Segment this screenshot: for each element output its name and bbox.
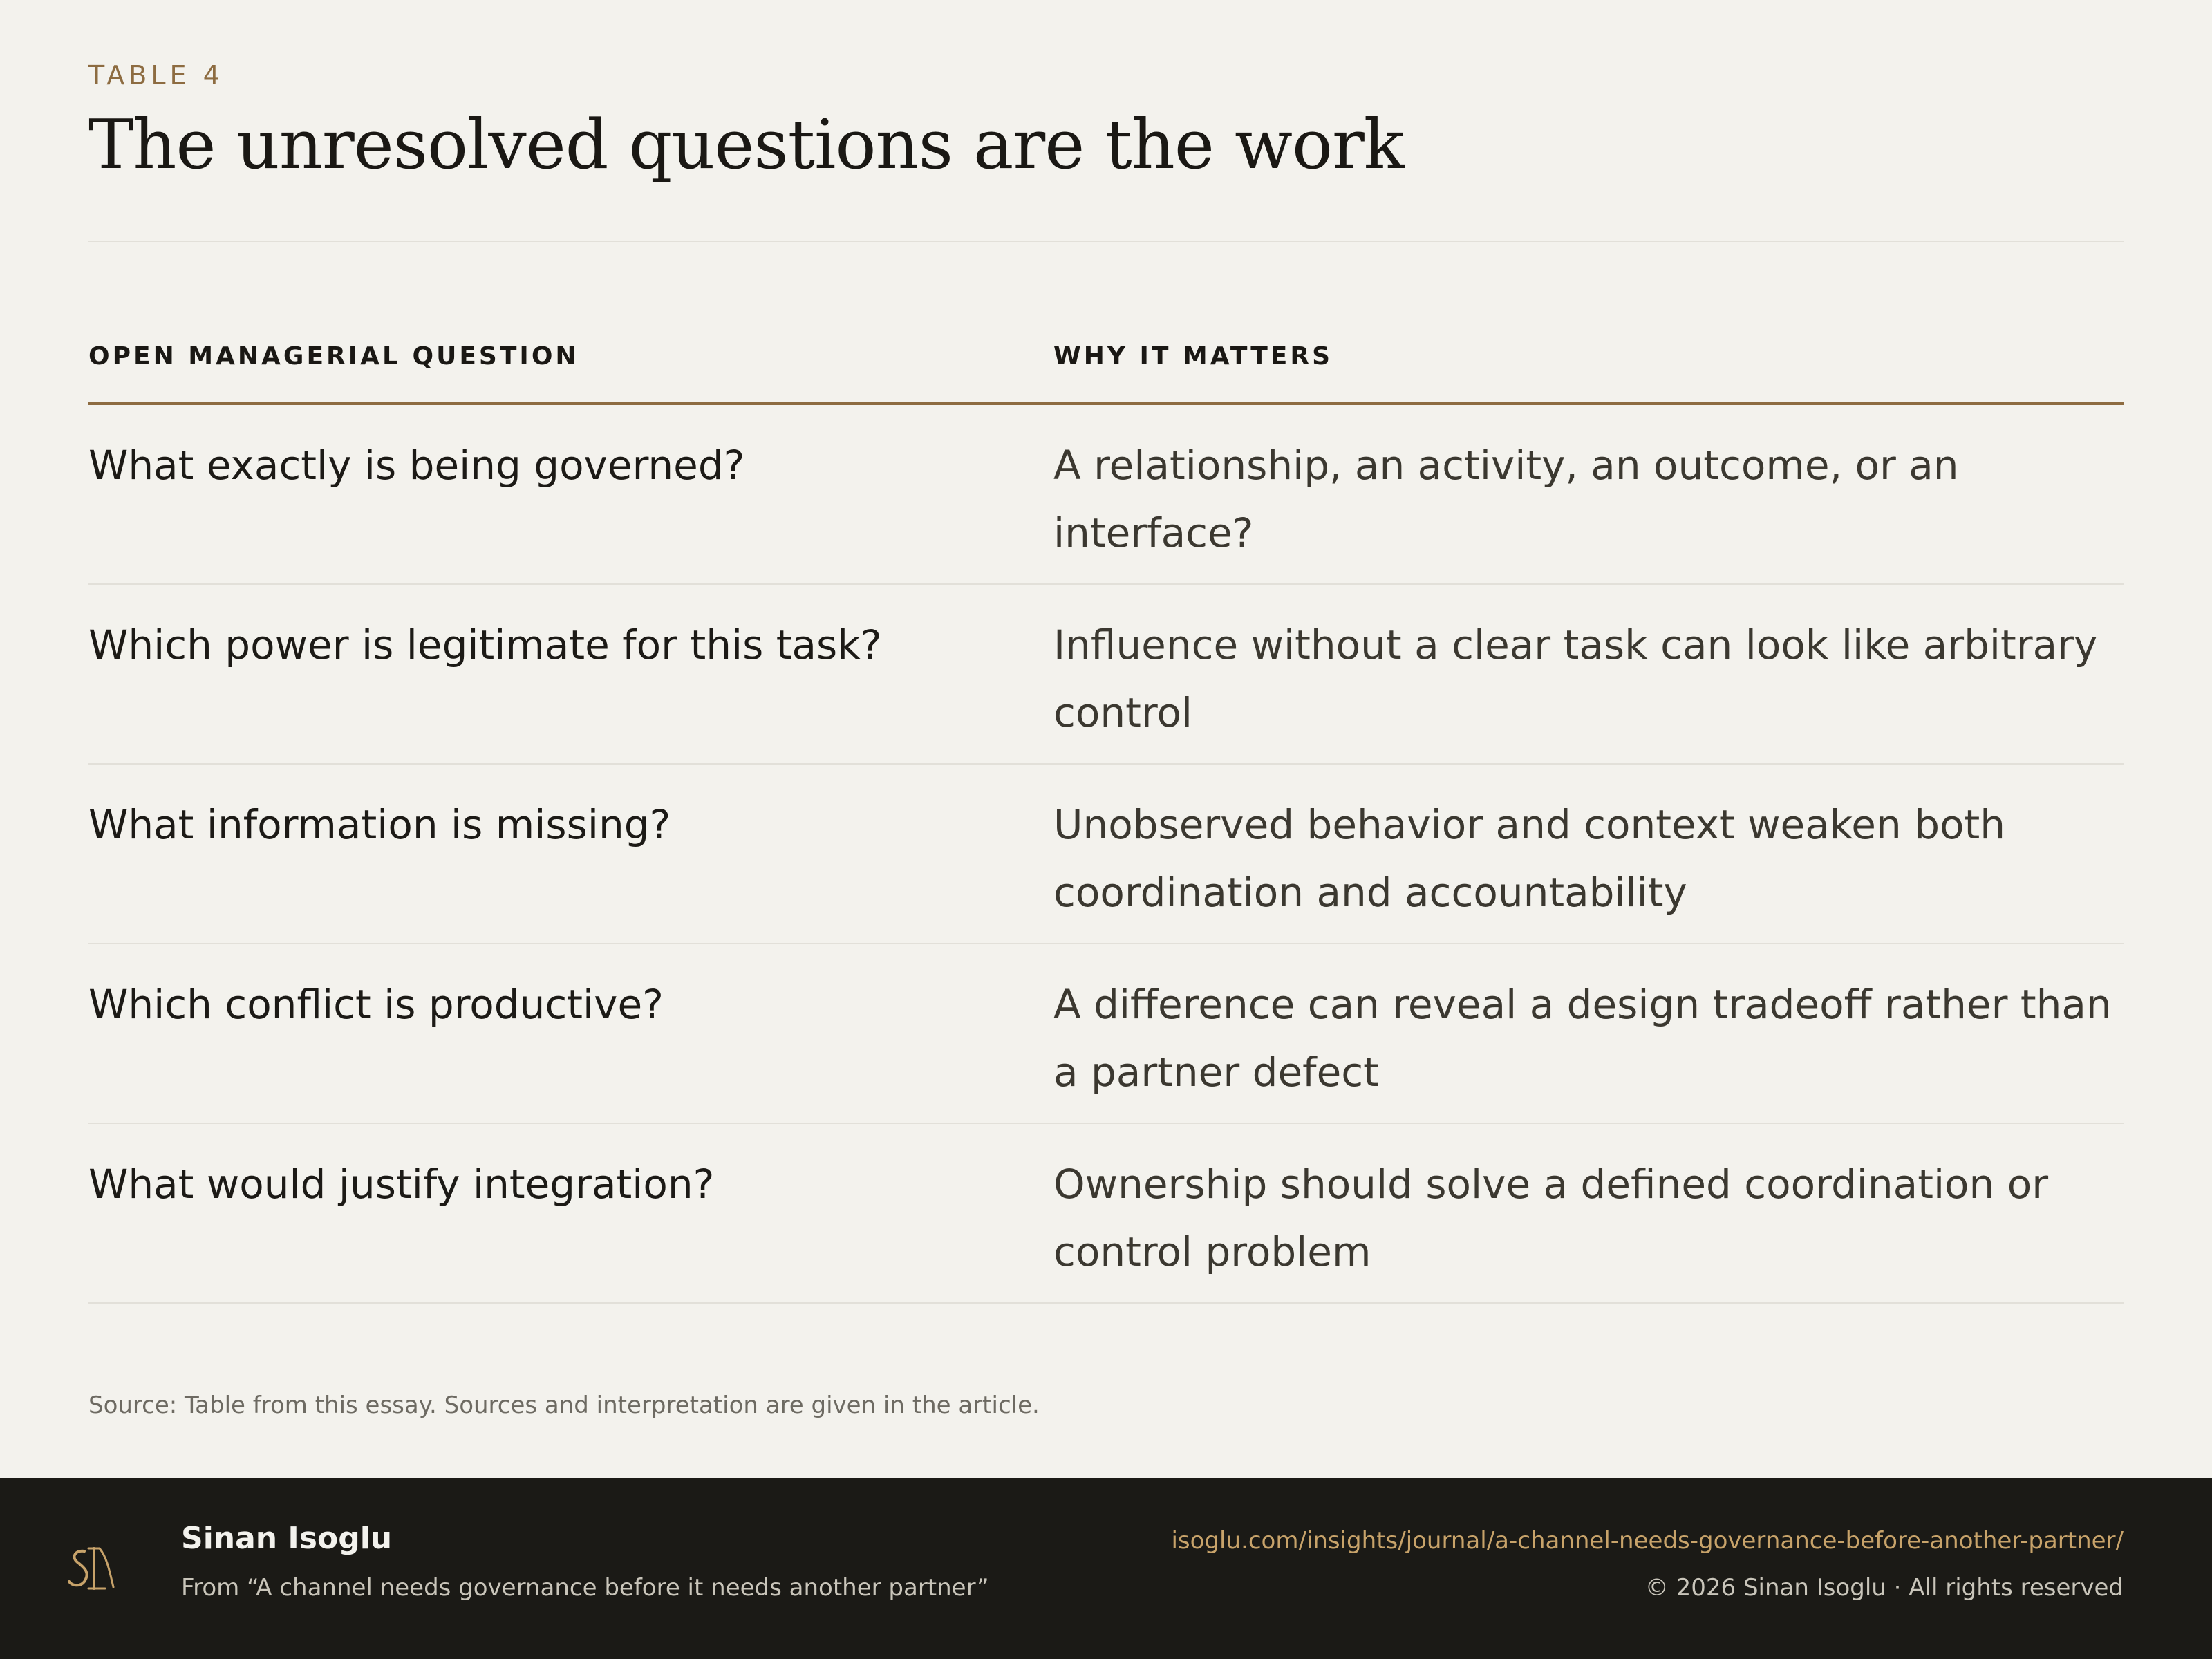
table-label: TABLE 4 bbox=[88, 60, 224, 91]
question-cell: Which power is legitimate for this task? bbox=[88, 621, 882, 668]
questions-table bbox=[88, 336, 2124, 1304]
why-cell: Ownership should solve a defined coordination or control problem bbox=[1053, 1161, 2049, 1275]
question-cell: What would justify integration? bbox=[88, 1161, 715, 1208]
page-title: The unresolved questions are the work bbox=[88, 106, 1405, 185]
author-name: Sinan Isoglu bbox=[181, 1521, 393, 1556]
si-monogram-icon bbox=[64, 1541, 119, 1597]
why-cell: A relationship, an activity, an outcome, or an interface? bbox=[1053, 442, 1959, 556]
article-link[interactable]: isoglu.com/insights/journal/a-channel-needs-governance-before-another-partner/ bbox=[1171, 1527, 2124, 1555]
table-row bbox=[88, 585, 2124, 765]
copyright-notice: © 2026 Sinan Isoglu · All rights reserved bbox=[1644, 1574, 2124, 1602]
question-cell: What exactly is being governed? bbox=[88, 442, 745, 489]
source-note: Source: Table from this essay. Sources and interpretation are given in the article. bbox=[88, 1391, 1040, 1419]
table-row bbox=[88, 765, 2124, 944]
question-cell: What information is missing? bbox=[88, 801, 671, 848]
article-source: From “A channel needs governance before it needs another partner” bbox=[181, 1574, 989, 1602]
why-cell: A difference can reveal a design tradeoff rather than a partner defect bbox=[1053, 981, 2112, 1096]
title-divider bbox=[88, 241, 2124, 242]
why-cell: Influence without a clear task can look like arbitrary control bbox=[1053, 621, 2098, 736]
question-cell: Which conflict is productive? bbox=[88, 981, 664, 1028]
footer bbox=[0, 1478, 2212, 1659]
column-header-question: OPEN MANAGERIAL QUESTION bbox=[88, 342, 579, 371]
why-cell: Unobserved behavior and context weaken both coordination and accountability bbox=[1053, 801, 2005, 916]
table-row bbox=[88, 405, 2124, 585]
table-row bbox=[88, 944, 2124, 1124]
table-header bbox=[88, 336, 2124, 405]
table-row bbox=[88, 1124, 2124, 1304]
column-header-why: WHY IT MATTERS bbox=[1053, 342, 1333, 371]
